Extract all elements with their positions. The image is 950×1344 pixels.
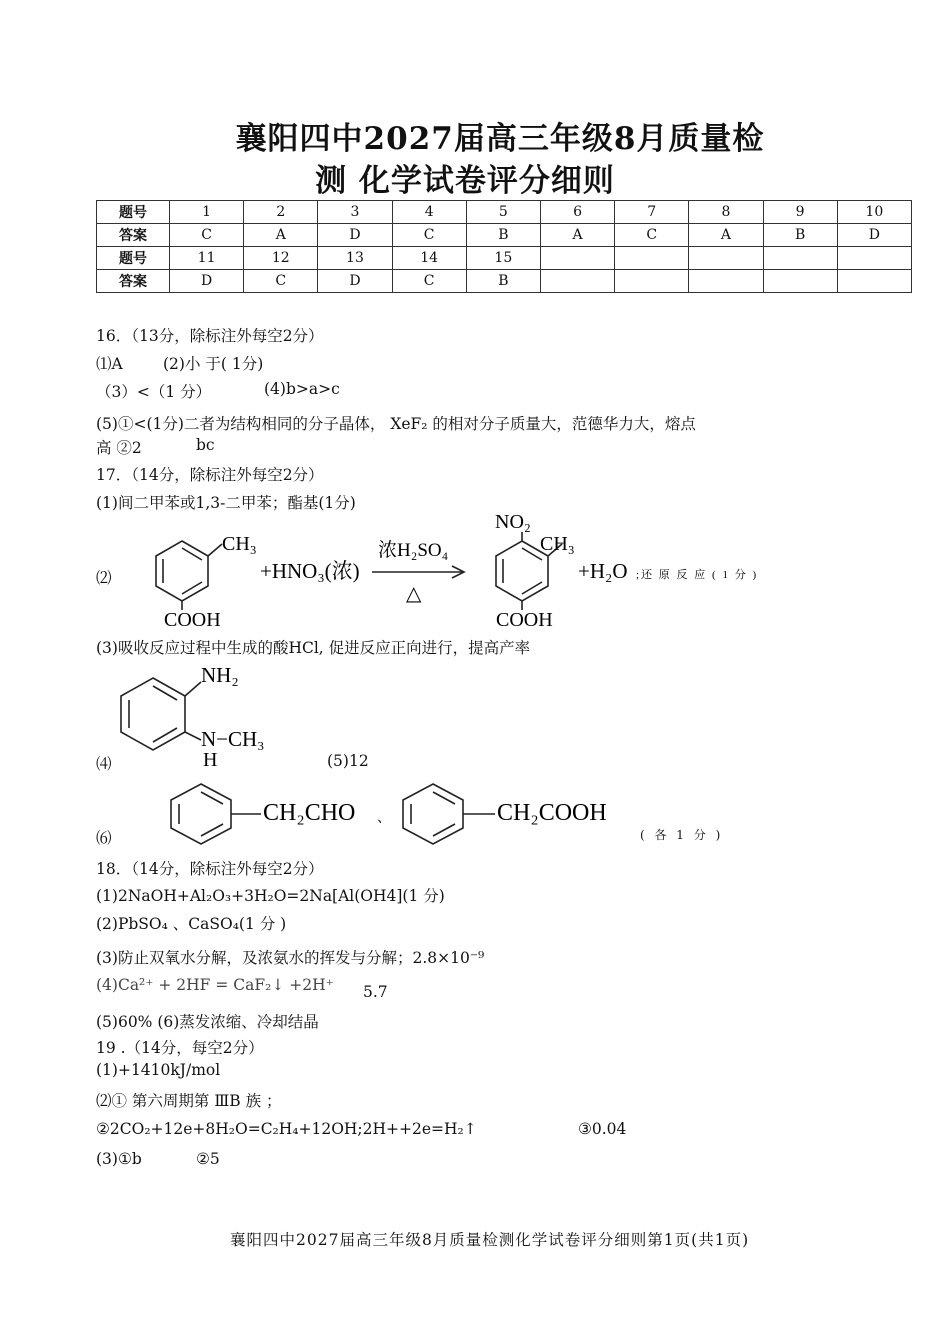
table-cell: A	[540, 224, 614, 247]
table-cell	[689, 270, 763, 293]
header-label: 题号	[97, 201, 170, 224]
q18-answer-4b: 5.7	[363, 983, 388, 1001]
answer-label: 答案	[97, 270, 170, 293]
q19-heading: 19 .（14分，每空2分）	[96, 1039, 264, 1057]
table-cell	[689, 247, 763, 270]
table-cell	[763, 270, 837, 293]
q19-answer-3: ②2CO₂+12e+8H₂O=C₂H₄+12OH;2H++2e=H₂↑	[96, 1120, 477, 1138]
q18-answer-2: (2)PbSO₄ 、CaSO₄(1 分 )	[96, 915, 287, 933]
q17-answer-4-label: ⑷	[96, 755, 112, 773]
q16-answer-3: （3）<（1 分）	[96, 383, 212, 401]
q17-answer-6-label: ⑹	[96, 829, 112, 847]
separator: 、	[377, 811, 391, 826]
nh-h-label: H	[203, 749, 218, 771]
table-cell	[837, 270, 911, 293]
header-label: 题号	[97, 247, 170, 270]
table-cell	[615, 270, 689, 293]
table-cell: 7	[615, 201, 689, 224]
table-row	[97, 270, 912, 293]
nch3-label: N−CH₃	[201, 727, 265, 751]
q16-answer-4: (4)b>a>c	[264, 380, 340, 398]
cooh-product-label: COOH	[496, 609, 553, 631]
q18-answer-3: (3)防止双氧水分解，及浓氨水的挥发与分解；2.8×10⁻⁹	[96, 949, 485, 967]
q18-heading: 18．（14分，除标注外每空2分）	[96, 860, 324, 878]
table-cell	[837, 247, 911, 270]
table-cell: 3	[318, 201, 392, 224]
table-cell: 8	[689, 201, 763, 224]
nh2-label: NH₂	[201, 663, 239, 687]
table-cell: C	[392, 224, 466, 247]
q17-answer-2-label: ⑵	[96, 569, 112, 587]
q19-answer-3b: ③0.04	[578, 1120, 627, 1138]
ch2cooh-label: CH₂COOH	[497, 800, 607, 826]
q17-answer-5: (5)12	[327, 752, 369, 770]
table-cell: 1	[170, 201, 244, 224]
answer-label: 答案	[97, 224, 170, 247]
table-cell	[540, 247, 614, 270]
page-footer: 襄阳四中2027届高三年级8月质量检测化学试卷评分细则第1页(共1页)	[230, 1231, 750, 1249]
q18-answer-4: (4)Ca²⁺ + 2HF = CaF₂↓ +2H⁺	[96, 976, 334, 994]
table-cell: B	[466, 224, 540, 247]
table-cell: B	[466, 270, 540, 293]
q19-answer-1: (1)+1410kJ/mol	[96, 1061, 221, 1079]
q16-answer-5b: 高 ②2	[96, 439, 142, 457]
q16-heading: 16．（13分，除标注外每空2分）	[96, 327, 324, 345]
table-cell: C	[244, 270, 318, 293]
table-cell: 11	[170, 247, 244, 270]
condition-bottom: △	[406, 583, 422, 605]
table-cell: B	[763, 224, 837, 247]
reaction-type-note: ;还 原 反 应 ( 1 分 )	[636, 569, 759, 581]
q18-answer-5: (5)60% (6)蒸发浓缩、冷却结晶	[96, 1013, 319, 1031]
q17-heading: 17．（14分，除标注外每空2分）	[96, 466, 324, 484]
q17-answer-6-note: ( 各 1 分 )	[640, 828, 724, 842]
h2o-label: +H₂O	[578, 559, 628, 583]
title-line2: 测 化学试卷评分细则	[315, 163, 615, 199]
table-cell: D	[170, 270, 244, 293]
q19-answer-4b: ②5	[196, 1150, 220, 1168]
cooh-label: COOH	[164, 609, 221, 631]
q17-answer-3: (3)吸收反应过程中生成的酸HCl, 促进反应正向进行，提高产率	[96, 639, 531, 657]
table-cell: A	[244, 224, 318, 247]
title-line1: 襄阳四中2027届高三年级8月质量检	[235, 121, 765, 157]
table-cell: C	[392, 270, 466, 293]
q16-answer-5c: bc	[196, 436, 215, 454]
q19-answer-4: (3)①b	[96, 1150, 142, 1168]
table-cell	[763, 247, 837, 270]
table-cell: D	[837, 224, 911, 247]
table-cell	[615, 247, 689, 270]
table-cell: 2	[244, 201, 318, 224]
table-cell: D	[318, 270, 392, 293]
table-cell: 10	[837, 201, 911, 224]
q19-answer-2: ⑵① 第六周期第 ⅢB 族 ；	[96, 1092, 282, 1110]
table-cell	[540, 270, 614, 293]
no2-label: NO₂	[495, 511, 531, 533]
table-cell: D	[318, 224, 392, 247]
table-row	[97, 201, 912, 224]
nitration-equation	[150, 510, 810, 635]
q18-answer-1: (1)2NaOH+Al₂O₃+3H₂O=2Na[Al(OH4](1 分)	[96, 887, 445, 905]
q16-answer-2: (2)小 于( 1分)	[163, 355, 264, 373]
q16-answer-5: (5)①<(1分)二者为结构相同的分子晶体， XeF₂ 的相对分子质量大，范德华力大，熔点	[96, 415, 696, 433]
q17-answer-1: (1)间二甲苯或1,3-二甲苯；酯基(1分)	[96, 494, 356, 512]
table-cell: C	[170, 224, 244, 247]
table-row	[97, 224, 912, 247]
table-cell: C	[615, 224, 689, 247]
table-cell: 12	[244, 247, 318, 270]
hno3-label: +HNO₃(浓)	[260, 559, 360, 583]
table-cell: 13	[318, 247, 392, 270]
condition-top: 浓H₂SO₄	[378, 540, 449, 561]
structure-n-methyl-phenylenediamine	[115, 660, 325, 770]
table-cell: 4	[392, 201, 466, 224]
table-cell: A	[689, 224, 763, 247]
ch2cho-label: CH₂CHO	[263, 800, 356, 826]
ch3-product-label: CH₃	[540, 533, 575, 555]
q16-answer-1: ⑴A	[96, 355, 123, 373]
table-cell: 15	[466, 247, 540, 270]
table-row	[97, 247, 912, 270]
table-cell: 14	[392, 247, 466, 270]
table-cell: 9	[763, 201, 837, 224]
table-cell: 5	[466, 201, 540, 224]
ch3-label: CH₃	[222, 533, 257, 555]
answer-table	[96, 200, 912, 293]
table-cell: 6	[540, 201, 614, 224]
